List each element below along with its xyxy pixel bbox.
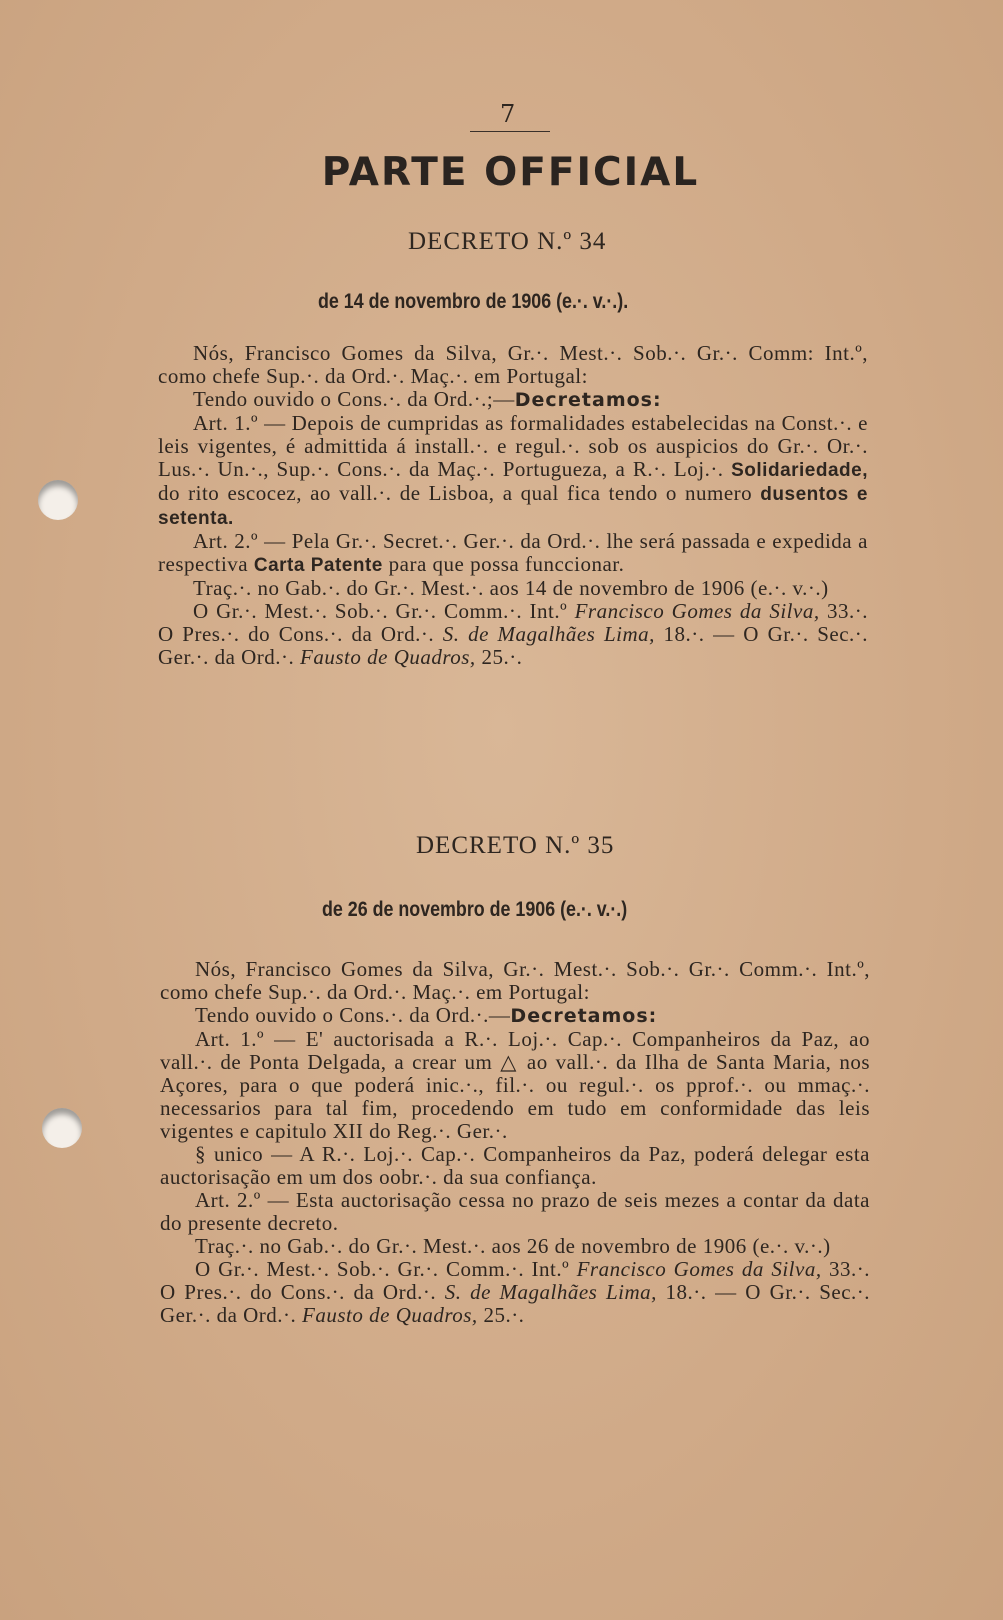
decree-34-decree-word: Decretamos: xyxy=(514,389,662,411)
decree-34-charter: Carta Patente xyxy=(253,555,383,576)
decree-35-date: de 26 de novembro de 1906 (e.·. v.·.) xyxy=(322,898,628,921)
decree-34-sig-text-2: 33.·. O Pres.·. do Cons.·. da Ord.·. xyxy=(158,599,868,646)
page-number-rule xyxy=(470,131,550,132)
decree-34-date: de 14 de novembro de 1906 (e.·. v.·.). xyxy=(318,290,629,313)
decree-34-lodge-name: Solidariedade, xyxy=(731,460,868,481)
decree-34-sig-text-1: O Gr.·. Mest.·. Sob.·. Gr.·. Comm.·. Int.º xyxy=(193,599,575,623)
decree-34-preamble: Nós, Francisco Gomes da Silva, Gr.·. Mest.·. Sob.·. Gr.·. Comm: Int.º, como chefe Sup.·. da Ord.·. Maç.·. em Portugal: xyxy=(158,341,868,388)
decree-34-title: DECRETO N.º 34 xyxy=(408,228,607,255)
decree-35-sig-grand-master: Francisco Gomes da Silva, xyxy=(576,1257,822,1281)
decree-35-decree-word: Decretamos: xyxy=(510,1005,658,1027)
decree-34-sig-text-4: 25.·. xyxy=(475,645,523,669)
punch-hole-bottom xyxy=(42,1108,82,1148)
decree-34-art1-text: Art. 1.º — Depois de cumpridas as formalidades estabelecidas na Const.·. e leis vigentes, é admittida á install.·. e regul.·. sob os auspicios do Gr.·. Or.·. Lus.·. Un.·., Sup.·. Cons.·. da Maç.·. Portugueza, a R.·. Loj.·. xyxy=(158,411,868,481)
decree-34-sig-text-3: 18.·. — O Gr.·. Sec.·. Ger.·. da Ord.·. xyxy=(158,622,869,669)
page-heading: PARTE OFFICIAL xyxy=(321,150,700,195)
decree-35-considering-text: Tendo ouvido o Cons.·. da Ord.·.— xyxy=(195,1003,511,1027)
decree-35-body xyxy=(160,958,870,1327)
decree-34-considering-text: Tendo ouvido o Cons.·. da Ord.·.;— xyxy=(193,387,515,411)
decree-34-signatures xyxy=(158,600,868,669)
decree-35-sig-secretary: Fausto de Quadros, xyxy=(302,1303,478,1327)
decree-35-considering xyxy=(160,1004,870,1028)
decree-34-sig-president: S. de Magalhães Lima, xyxy=(442,622,655,646)
decree-35-sig-president: S. de Magalhães Lima, xyxy=(444,1280,657,1304)
decree-35-signatures xyxy=(160,1258,870,1327)
decree-34-lodge-number: dusentos e setenta. xyxy=(158,484,868,529)
decree-34-body xyxy=(158,342,868,669)
decree-34-art2 xyxy=(158,530,868,577)
punch-hole-top xyxy=(38,480,78,520)
decree-35-sig-text-1: O Gr.·. Mest.·. Sob.·. Gr.·. Comm.·. Int.º xyxy=(195,1257,577,1281)
decree-34-considering xyxy=(158,388,868,412)
decree-34-sig-grand-master: Francisco Gomes da Silva, xyxy=(574,599,820,623)
decree-35-sig-text-4: 25.·. xyxy=(477,1303,525,1327)
decree-35-title: DECRETO N.º 35 xyxy=(416,832,615,859)
decree-35-art1: Art. 1.º — E' auctorisada a R.·. Loj.·. Cap.·. Companheiros da Paz, ao vall.·. de Ponta Delgada, a crear um △ ao vall.·. da Ilha de Santa Maria, nos Açores, para o que poderá inic.·., fil.·. ou regul.·. os pprof.·. ou mmaç.·. necessarios para tal fim, procedendo em tudo em conformidade das leis vigentes e capitulo XII do Reg.·. Ger.·. xyxy=(160,1027,870,1143)
decree-34-art2-text: Art. 2.º — Pela Gr.·. Secret.·. Ger.·. da Ord.·. lhe será passada e expedida a respectiva xyxy=(158,529,868,576)
decree-35-preamble: Nós, Francisco Gomes da Silva, Gr.·. Mest.·. Sob.·. Gr.·. Comm.·. Int.º, como chefe Sup.·. da Ord.·. Maç.·. em Portugal: xyxy=(160,957,870,1004)
decree-34-art2-text-2: para que possa funccionar. xyxy=(382,552,625,576)
decree-34-sig-secretary: Fausto de Quadros, xyxy=(300,645,476,669)
decree-35-sig-text-2: 33.·. O Pres.·. do Cons.·. da Ord.·. xyxy=(160,1257,870,1304)
decree-34-art1 xyxy=(158,412,868,530)
decree-35-art2: Art. 2.º — Esta auctorisação cessa no prazo de seis mezes a contar da data do presente decreto. xyxy=(160,1188,870,1235)
decree-35-traced: Traç.·. no Gab.·. do Gr.·. Mest.·. aos 26 de novembro de 1906 (e.·. v.·.) xyxy=(195,1234,831,1258)
page-number: 7 xyxy=(500,100,516,128)
decree-35-sole-paragraph: § unico — A R.·. Loj.·. Cap.·. Companheiros da Paz, poderá delegar esta auctorisação em um dos oobr.·. da sua confiança. xyxy=(160,1142,870,1189)
decree-34-traced: Traç.·. no Gab.·. do Gr.·. Mest.·. aos 14 de novembro de 1906 (e.·. v.·.) xyxy=(193,576,829,600)
decree-34-art1-text-2: do rito escocez, ao vall.·. de Lisboa, a qual fica tendo o numero xyxy=(158,481,761,505)
decree-35-sig-text-3: 18.·. — O Gr.·. Sec.·. Ger.·. da Ord.·. xyxy=(160,1280,871,1327)
